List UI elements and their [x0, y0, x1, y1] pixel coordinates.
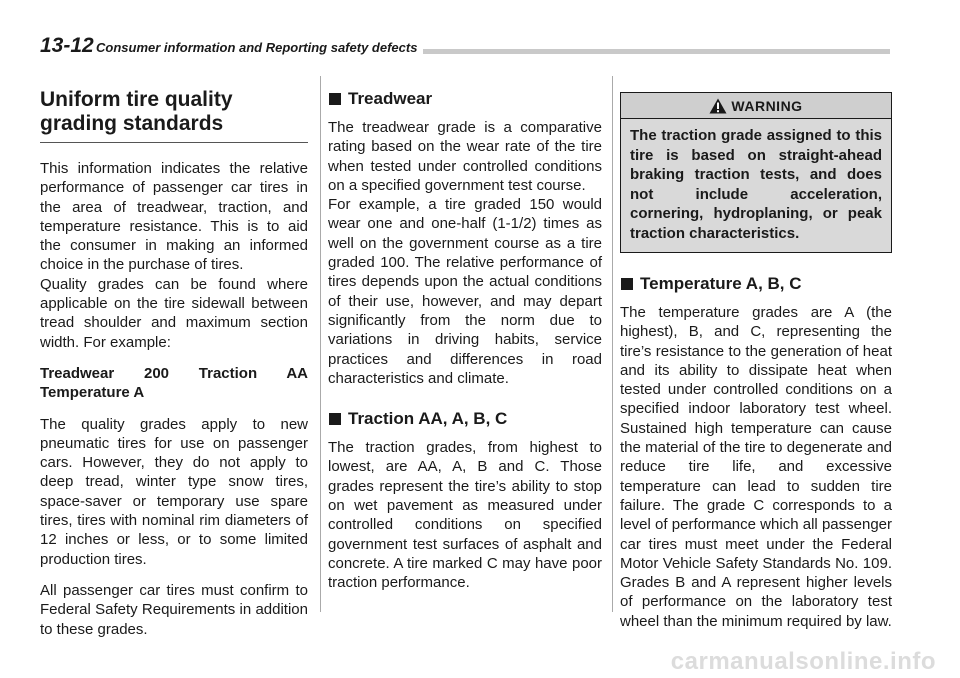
warning-header: [621, 93, 891, 119]
grade-example: Treadwear 200 Traction AA Temperature A: [40, 364, 308, 402]
warning-text: The traction grade assigned to this tire is based on straight-ahead braking traction tests, and does not include acceleration, cornering, hydroplaning, or peak traction characteristics.: [630, 127, 882, 242]
column-2: [328, 88, 602, 605]
warning-label: WARNING: [731, 97, 803, 114]
temperature-heading: [620, 273, 892, 295]
page-header: [40, 36, 890, 56]
warning-triangle-icon: [709, 98, 727, 114]
traction-heading: [328, 408, 602, 430]
intro-paragraph: This information indicates the relative performance of passenger car tires in the area of treadwear, traction, and temperature resistance. This is to aid the consumer in making an informed choice in the purchase of tires.: [40, 160, 308, 274]
square-bullet-icon: [329, 93, 341, 105]
treadwear-heading: [328, 88, 602, 110]
treadwear-paragraph-2: For example, a tire graded 150 would wear one and one-half (1-1/2) times as well on the government course as a tire graded 100. The relative performance of tires depends upon the actual conditions of their use, however, and may depart significantly from the norm due to variations in driving habits, service practices and differences in road characteristics and climate.: [328, 196, 602, 387]
column-divider-2: [612, 76, 613, 612]
square-bullet-icon: [621, 278, 633, 290]
traction-paragraph: The traction grades, from highest to lowest, are AA, A, B and C. Those grades represent the tire’s ability to stop on wet pavement as measured under controlled conditions on specified government test surfaces of asphalt and concrete. A tire marked C may have poor traction performance.: [328, 439, 602, 592]
treadwear-paragraph-1: The treadwear grade is a comparative rating based on the wear rate of the tire when tested under controlled conditions on a specified government test course.: [328, 119, 602, 194]
main-heading: Uniform tire quality grading standards: [40, 88, 308, 143]
warning-box: [620, 92, 892, 253]
applicability-paragraph: The quality grades apply to new pneumatic tires for use on passenger cars. However, they do not apply to deep tread, winter type snow tires, space-saver or temporary use spare tires, tires with nominal rim diameters of 12 inches or less, or to some limited production tires.: [40, 415, 308, 568]
column-divider-1: [320, 76, 321, 612]
treadwear-heading-text: Treadwear: [348, 89, 433, 108]
traction-heading-text: Traction AA, A, B, C: [348, 409, 508, 429]
square-bullet-icon: [329, 413, 341, 425]
location-paragraph: Quality grades can be found where applicable on the tire sidewall between tread shoulder and maximum section width. For example:: [40, 275, 308, 351]
temperature-paragraph: The temperature grades are A (the highest), B, and C, representing the tire’s resistance to the generation of heat and its ability to dissipate heat when tested under controlled conditions on a specified indoor laboratory test wheel. Sustained high temperature can cause the material of the tire to degenerate and reduce tire life, and excessive temperature can lead to sudden tire failure. The grade C corresponds to a level of performance which all passenger car tires must meet under the Federal Motor Vehicle Safety Standards No. 109. Grades B and A represent higher levels of performance on the laboratory test wheel than the minimum required by law.: [620, 304, 892, 630]
page-number: 13-12: [40, 36, 100, 56]
column-3: [620, 92, 892, 643]
section-title: Consumer information and Reporting safety defects: [94, 40, 423, 56]
watermark: carmanualsonline.info: [670, 648, 936, 675]
temperature-heading-text: Temperature A, B, C: [640, 274, 802, 293]
column-1: [40, 88, 308, 651]
federal-paragraph: All passenger car tires must confirm to Federal Safety Requirements in addition to these grades.: [40, 581, 308, 638]
